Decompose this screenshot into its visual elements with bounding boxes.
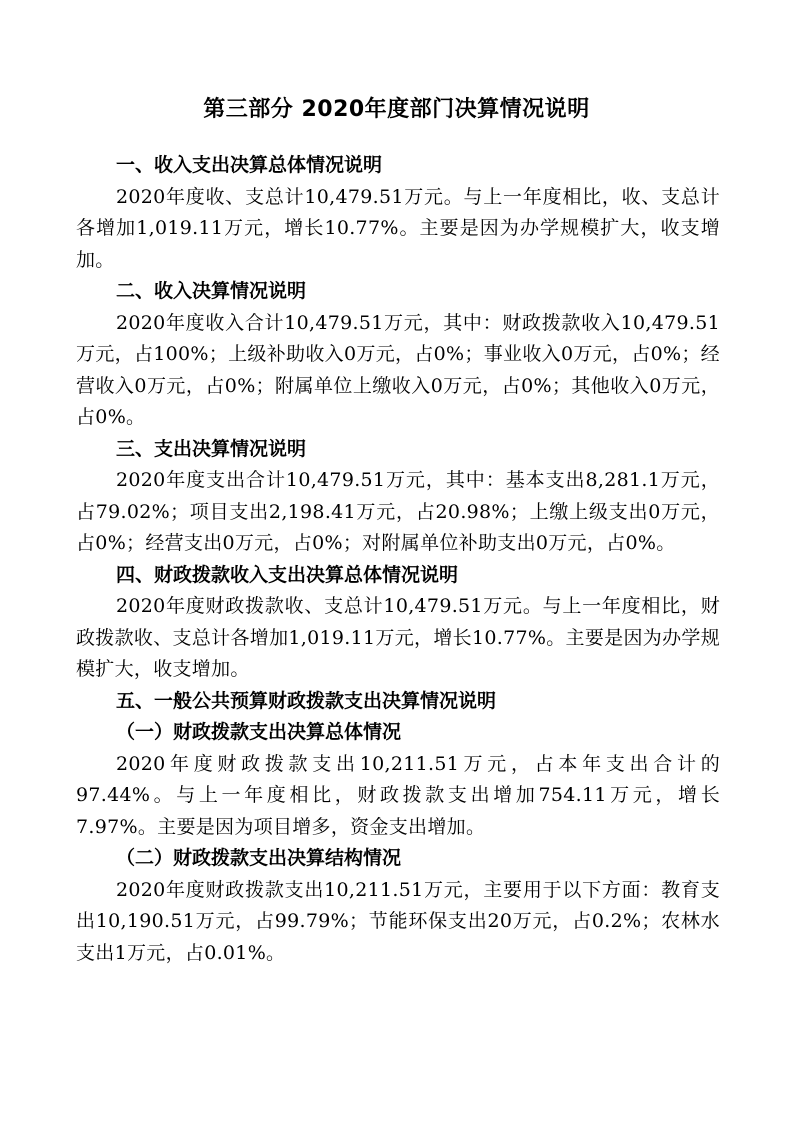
- section-heading-2: 二、收入决算情况说明: [116, 280, 307, 302]
- section-heading-4: 四、财政拨款收入支出决算总体情况说明: [116, 563, 459, 586]
- section-heading-5: 五、一般公共预算财政拨款支出决算情况说明: [116, 689, 497, 712]
- section-text-4: 2020年度财政拨款收、支总计10,479.51万元。与上一年度相比，财政拨款收、支总计各增加1,019.11万元，增长10.77%。主要是因为办学规模扩大，收支增加。: [76, 595, 720, 680]
- subsection-text-5-1: 2020年度财政拨款支出10,211.51万元，占本年支出合计的97.44%。与上一年度相比，财政拨款支出增加754.11万元，增长7.97%。主要是因为项目增多，资金支出增加。: [76, 752, 720, 838]
- section-heading-1: 一、收入支出决算总体情况说明: [116, 154, 383, 176]
- page-title: 第三部分 2020年度部门决算情况说明: [203, 97, 590, 122]
- document-body: [76, 150, 720, 969]
- subsection-text-5-2: 2020年度财政拨款支出10,211.51万元，主要用于以下方面：教育支出10,190.51万元，占99.79%；节能环保支出20万元，占0.2%；农林水支出1万元，占0.01%。: [76, 878, 720, 964]
- section-text-2: 2020年度收入合计10,479.51万元，其中：财政拨款收入10,479.51万元，占100%；上级补助收入0万元，占0%；事业收入0万元，占0%；经营收入0万元，占0%；附属单位上缴收入0万元，占0%；其他收入0万元，占0%。: [76, 311, 720, 428]
- subsection-heading-5-2: （二）财政拨款支出决算结构情况: [116, 847, 402, 869]
- section-text-1: 2020年度收、支总计10,479.51万元。与上一年度相比，收、支总计各增加1,019.11万元，增长10.77%。主要是因为办学规模扩大，收支增加。: [76, 185, 720, 271]
- subsection-heading-5-1: （一）财政拨款支出决算总体情况: [116, 721, 402, 743]
- section-heading-3: 三、支出决算情况说明: [116, 437, 307, 460]
- section-text-3: 2020年度支出合计10,479.51万元，其中：基本支出8,281.1万元，占79.02%；项目支出2,198.41万元，占20.98%；上缴上级支出0万元，占0%；经营支出0万元，占0%；对附属单位补助支出0万元，占0%。: [76, 469, 720, 554]
